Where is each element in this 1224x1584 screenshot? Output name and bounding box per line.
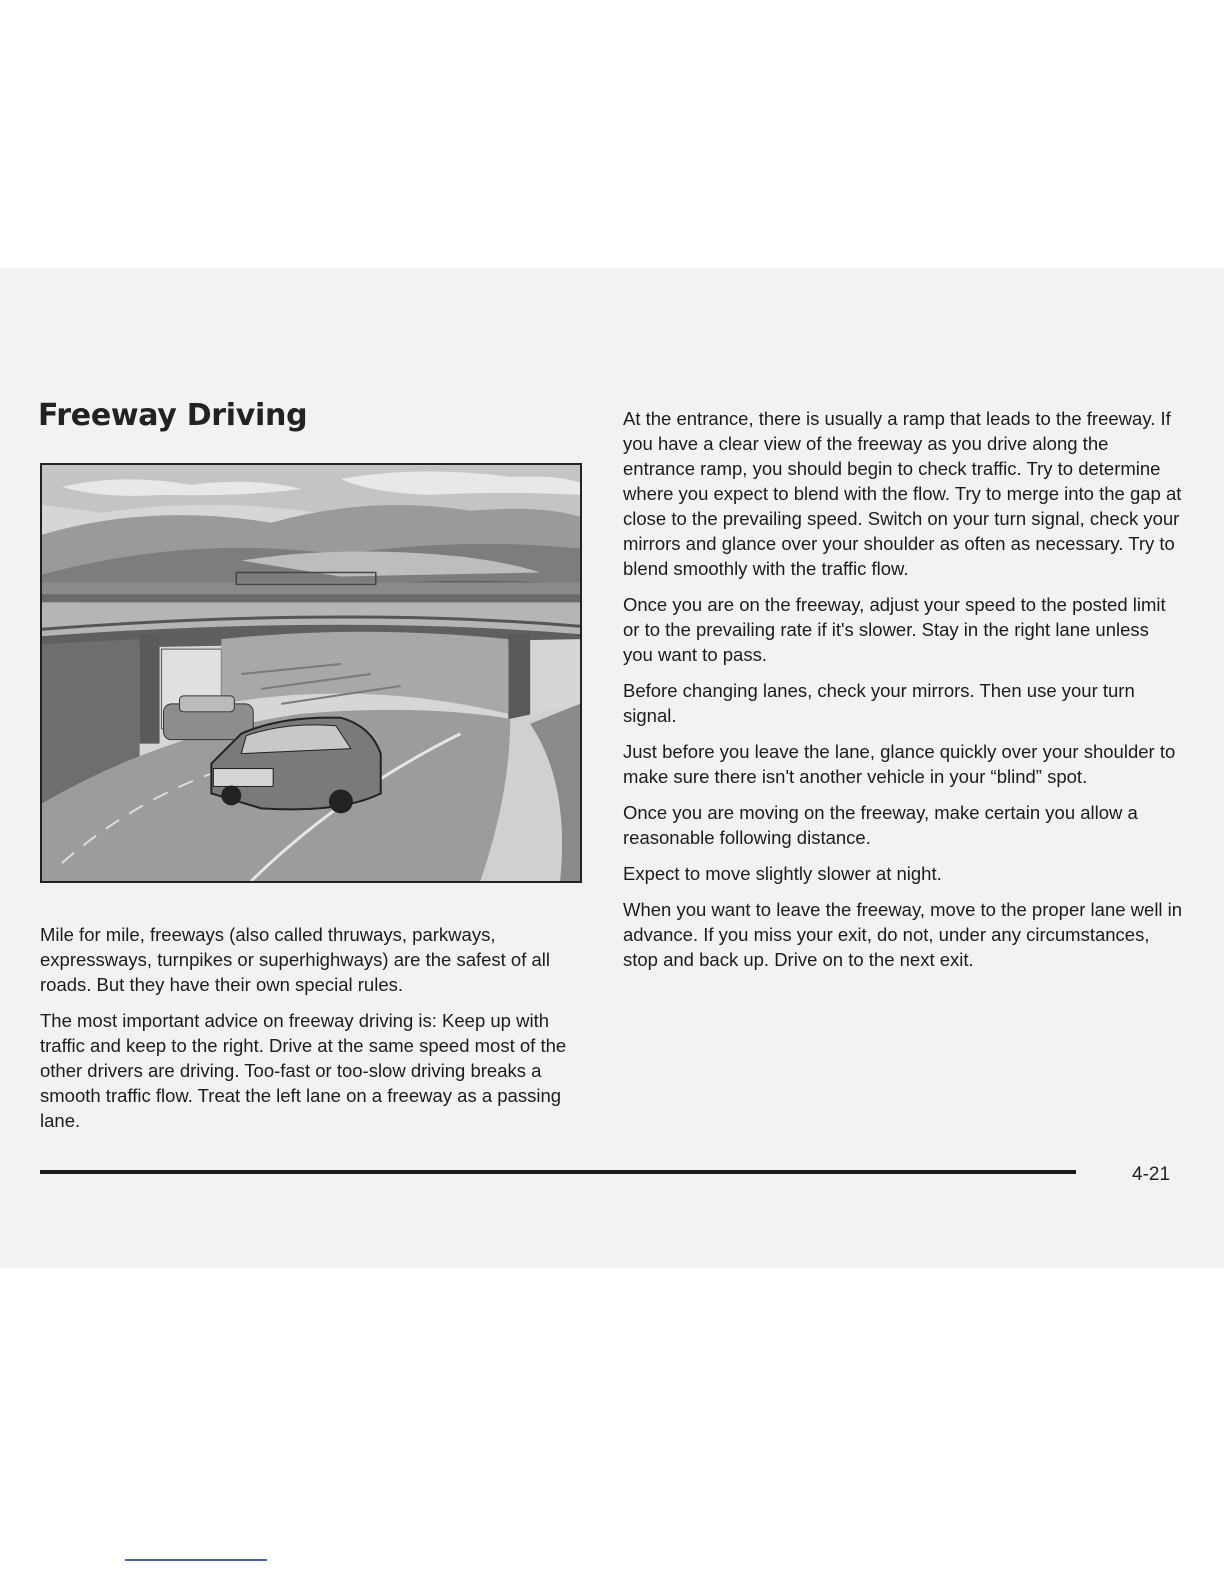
- paragraph-following-distance: Once you are moving on the freeway, make certain you allow a reasonable following distance.: [623, 802, 1138, 848]
- paragraph-changing-lanes: Before changing lanes, check your mirrors. Then use your turn signal.: [623, 680, 1135, 726]
- paragraph-leaving-freeway: When you want to leave the freeway, move to the proper lane well in advance. If you miss your exit, do not, under any circumstances, stop and back up. Drive on to the next exit.: [623, 899, 1183, 970]
- paragraph-night: Expect to move slightly slower at night.: [623, 863, 942, 884]
- paragraph-intro: Mile for mile, freeways (also called thruways, parkways, expressways, turnpikes or superhighways) are the safest of all roads. But they have their own special rules.: [40, 924, 551, 995]
- freeway-overpass-illustration: [40, 463, 582, 883]
- left-column: [40, 922, 588, 1144]
- page-number: 4-21: [1132, 1164, 1171, 1185]
- right-column: [623, 406, 1183, 983]
- paragraph-on-freeway: Once you are on the freeway, adjust your speed to the posted limit or to the prevailing rate if it's slower. Stay in the right lane unless you want to pass.: [623, 594, 1166, 665]
- paragraph-entrance: At the entrance, there is usually a ramp that leads to the freeway. If you have a clear view of the freeway as you drive along the entrance ramp, you should begin to check traffic. Try to determine where you expect to blend with the flow. Try to merge into the gap at close to the prevailing speed. Switch on your turn signal, check your mirrors and glance over your shoulder as often as necessary. Try to blend smoothly with the traffic flow.: [623, 408, 1182, 579]
- paragraph-important-advice: The most important advice on freeway driving is: Keep up with traffic and keep to the right. Drive at the same speed most of the other drivers are driving. Too-fast or too-slow driving breaks a smooth traffic flow. Treat the left lane on a freeway as a passing lane.: [40, 1010, 567, 1131]
- page-title: Freeway Driving: [38, 398, 308, 433]
- corner-accent-line: [125, 1559, 267, 1561]
- footer-rule: [40, 1170, 1076, 1174]
- paragraph-blind-spot: Just before you leave the lane, glance quickly over your shoulder to make sure there isn't another vehicle in your “blind” spot.: [623, 741, 1176, 787]
